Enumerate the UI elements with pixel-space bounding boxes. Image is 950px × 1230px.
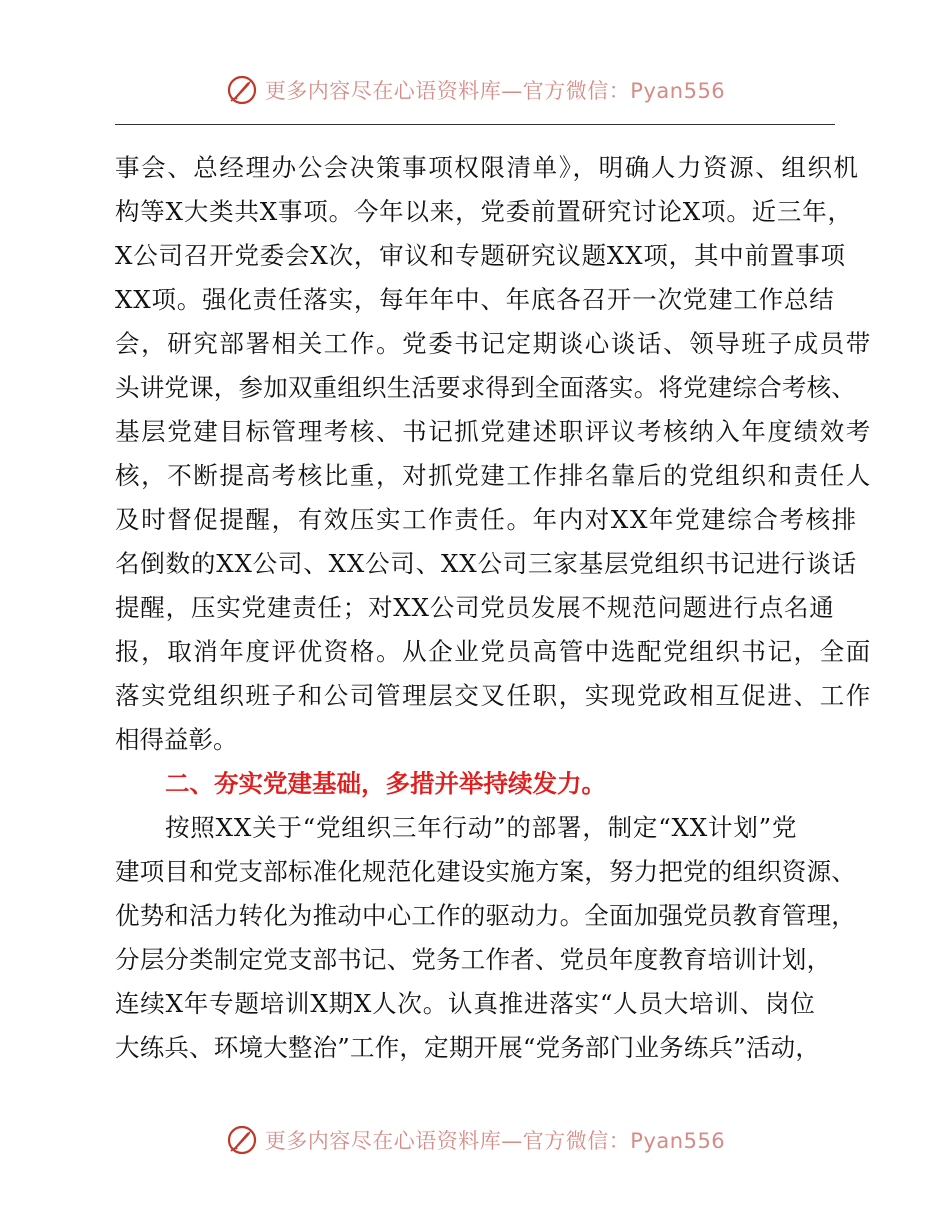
paragraph-line: 会，研究部署相关工作。党委书记定期谈心谈话、领导班子成员带 — [115, 329, 872, 358]
document-body — [115, 146, 872, 1070]
paragraph-line: 及时督促提醒，有效压实工作责任。年内对XX年党建综合考核排 — [115, 505, 858, 534]
section-heading: 二、夯实党建基础，多措并举持续发力。 — [165, 769, 606, 798]
footer-watermark — [0, 1120, 950, 1160]
paragraph-line: 事会、总经理办公会决策事项权限清单》，明确人力资源、组织机 — [115, 153, 860, 182]
watermark-text: 更多内容尽在心语资料库—官方微信：Pyan556 — [264, 1129, 726, 1153]
paragraph-line: X公司召开党委会X次，审议和专题研究议题XX项，其中前置事项 — [115, 241, 846, 270]
paragraph-line: 分层分类制定党支部书记、党务工作者、党员年度教育培训计划， — [115, 945, 832, 974]
paragraph-line: 大练兵、环境大整治”工作，定期开展“党务部门业务练兵”活动， — [115, 1033, 821, 1062]
paragraph-line: XX项。强化责任落实，每年年中、年底各召开一次党建工作总结 — [115, 285, 835, 314]
watermark-text: 更多内容尽在心语资料库—官方微信：Pyan556 — [264, 79, 726, 103]
paragraph-line: 基层党建目标管理考核、书记抓党建述职评议考核纳入年度绩效考 — [115, 417, 872, 446]
paragraph-line: 构等X大类共X事项。今年以来，党委前置研究讨论X项。近三年， — [115, 197, 853, 226]
paragraph-line: 名倒数的XX公司、XX公司、XX公司三家基层党组织书记进行谈话 — [115, 549, 857, 578]
paragraph-line: 连续X年专题培训X期X人次。认真推进落实“人员大培训、岗位 — [115, 989, 816, 1018]
paragraph-line: 相得益彰。 — [115, 725, 238, 754]
quill-logo-icon — [225, 1123, 259, 1157]
paragraph-line: 按照XX关于“党组织三年行动”的部署，制定“XX计划”党 — [165, 813, 798, 842]
header-watermark — [0, 70, 950, 110]
header-divider — [115, 124, 835, 125]
paragraph-line: 建项目和党支部标准化规范化建设实施方案，努力把党的组织资源、 — [115, 857, 856, 886]
paragraph-line: 落实党组织班子和公司管理层交叉任职，实现党政相互促进、工作 — [115, 681, 872, 710]
quill-logo-icon — [225, 73, 259, 107]
paragraph-line: 提醒，压实党建责任；对XX公司党员发展不规范问题进行点名通 — [115, 593, 835, 622]
paragraph-line: 优势和活力转化为推动中心工作的驱动力。全面加强党员教育管理， — [115, 901, 856, 930]
paragraph-line: 核，不断提高考核比重，对抓党建工作排名靠后的党组织和责任人 — [115, 461, 872, 490]
paragraph-line: 报，取消年度评优资格。从企业党员高管中选配党组织书记，全面 — [115, 637, 872, 666]
paragraph-line: 头讲党课，参加双重组织生活要求得到全面落实。将党建综合考核、 — [115, 373, 856, 402]
